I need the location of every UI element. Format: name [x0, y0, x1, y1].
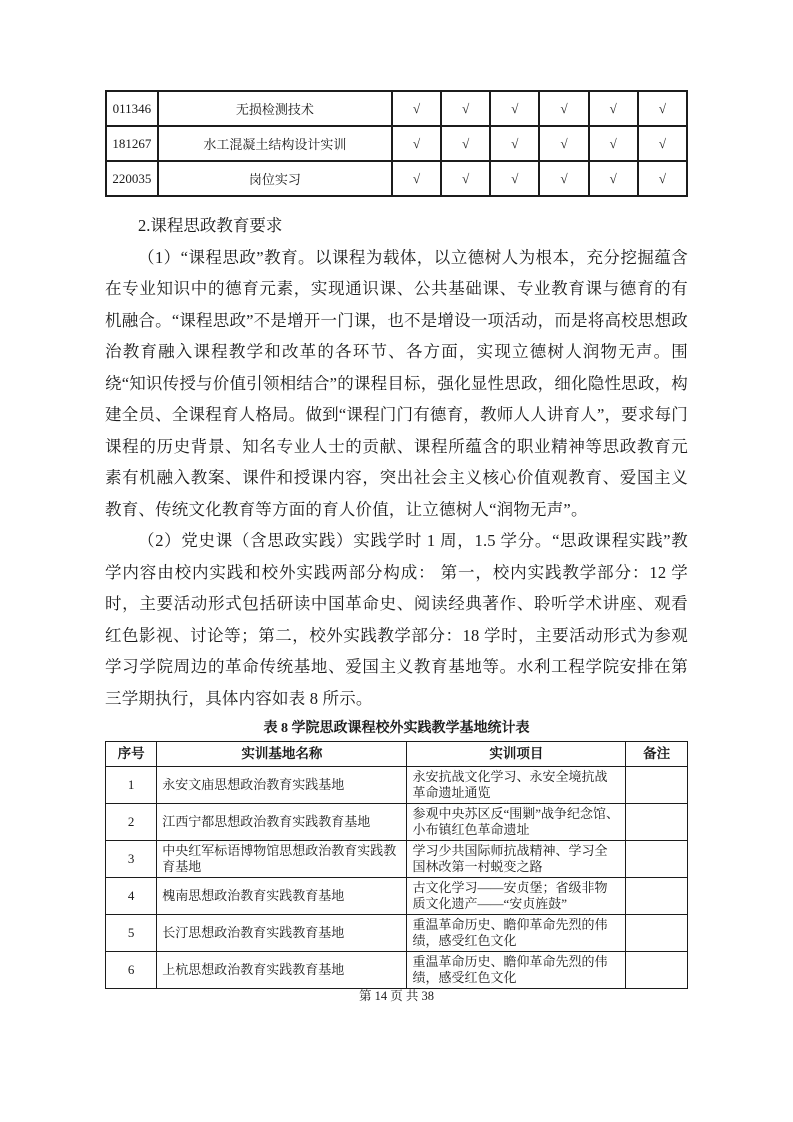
table-header-row: [106, 742, 688, 767]
checkmark: √: [638, 126, 687, 161]
note: [626, 804, 688, 841]
table-row: [106, 161, 687, 196]
table-row: [106, 878, 688, 915]
project: 参观中央苏区反“围剿”战争纪念馆、小布镇红色革命遗址: [407, 804, 626, 841]
note: [626, 841, 688, 878]
course-name: 无损检测技术: [158, 91, 392, 126]
body-text: [105, 210, 688, 714]
checkmark: √: [392, 126, 441, 161]
checkmark: √: [392, 91, 441, 126]
course-code: 011346: [106, 91, 158, 126]
project: 永安抗战文化学习、永安全境抗战革命遗址通览: [407, 767, 626, 804]
paragraph-party-history-course: （2）党史课（含思政实践）实践学时 1 周，1.5 学分。“思政课程实践”教学内容由校内实践和校外实践两部分构成： 第一，校内实践教学部分：12 学时，主要活动形式包括研读中国革命史、阅读经典著作、聆听学术讲座、观看红色影视、讨论等；第二，校外实践教学部分：18 学时，主要活动形式为参观学习学院周边的革命传统基地、爱国主义教育基地等。水利工程学院安排在第三学期执行，具体内容如表 8 所示。: [105, 531, 688, 708]
checkmark: √: [441, 126, 490, 161]
checkmark: √: [589, 91, 638, 126]
table8-title: 表 8 学院思政课程校外实践教学基地统计表: [263, 721, 530, 736]
note: [626, 915, 688, 952]
course-name: 水工混凝土结构设计实训: [158, 126, 392, 161]
note: [626, 767, 688, 804]
checkmark: √: [539, 126, 588, 161]
checkmark: √: [490, 161, 539, 196]
header-no: 序号: [106, 742, 157, 767]
course-checkmark-table: [105, 90, 688, 197]
practice-base-table: [105, 741, 688, 989]
note: [626, 952, 688, 989]
base-name: 江西宁都思想政治教育实践教育基地: [157, 804, 407, 841]
project: 重温革命历史、瞻仰革命先烈的伟绩，感受红色文化: [407, 915, 626, 952]
header-base-name: 实训基地名称: [157, 742, 407, 767]
table-row: [106, 952, 688, 989]
row-no: 3: [106, 841, 157, 878]
row-no: 6: [106, 952, 157, 989]
checkmark: √: [589, 126, 638, 161]
checkmark: √: [490, 126, 539, 161]
checkmark: √: [638, 91, 687, 126]
checkmark: √: [638, 161, 687, 196]
table-row: [106, 804, 688, 841]
project: 古文化学习——安贞堡；省级非物质文化遗产——“安贞旌鼓”: [407, 878, 626, 915]
checkmark: √: [441, 91, 490, 126]
row-no: 5: [106, 915, 157, 952]
course-code: 220035: [106, 161, 158, 196]
base-name: 永安文庙思想政治教育实践基地: [157, 767, 407, 804]
row-no: 4: [106, 878, 157, 915]
checkmark: √: [539, 161, 588, 196]
page-content: [105, 90, 688, 989]
checkmark: √: [490, 91, 539, 126]
table-row: [106, 91, 687, 126]
base-name: 槐南思想政治教育实践教育基地: [157, 878, 407, 915]
project: 学习少共国际师抗战精神、学习全国林改第一村蜕变之路: [407, 841, 626, 878]
header-note: 备注: [626, 742, 688, 767]
base-name: 长汀思想政治教育实践教育基地: [157, 915, 407, 952]
row-no: 2: [106, 804, 157, 841]
checkmark: √: [392, 161, 441, 196]
section-heading: 2.课程思政教育要求: [138, 216, 283, 235]
row-no: 1: [106, 767, 157, 804]
checkmark: √: [441, 161, 490, 196]
checkmark: √: [539, 91, 588, 126]
table-row: [106, 126, 687, 161]
table-row: [106, 767, 688, 804]
base-name: 中央红军标语博物馆思想政治教育实践教育基地: [157, 841, 407, 878]
project: 重温革命历史、瞻仰革命先烈的伟绩，感受红色文化: [407, 952, 626, 989]
page-number-footer: 第 14 页 共 38: [358, 989, 434, 1003]
paragraph-course-ideology: （1）“课程思政”教育。以课程为载体，以立德树人为根本，充分挖掘蕴含在专业知识中的德育元素，实现通识课、公共基础课、专业教育课与德育的有机融合。“课程思政”不是增开一门课，也不是增设一项活动，而是将高校思想政治教育融入课程教学和改革的各环节、各方面，实现立德树人润物无声。围绕“知识传授与价值引领相结合”的课程目标，强化显性思政，细化隐性思政，构建全员、全课程育人格局。做到“课程门门有德育，教师人人讲育人”，要求每门课程的历史背景、知名专业人士的贡献、课程所蕴含的职业精神等思政教育元素有机融入教案、课件和授课内容，突出社会主义核心价值观教育、爱国主义教育、传统文化教育等方面的育人价值，让立德树人“润物无声”。: [105, 247, 688, 519]
checkmark: √: [589, 161, 638, 196]
note: [626, 878, 688, 915]
course-name: 岗位实习: [158, 161, 392, 196]
header-project: 实训项目: [407, 742, 626, 767]
course-code: 181267: [106, 126, 158, 161]
table-row: [106, 841, 688, 878]
base-name: 上杭思想政治教育实践教育基地: [157, 952, 407, 989]
table-row: [106, 915, 688, 952]
